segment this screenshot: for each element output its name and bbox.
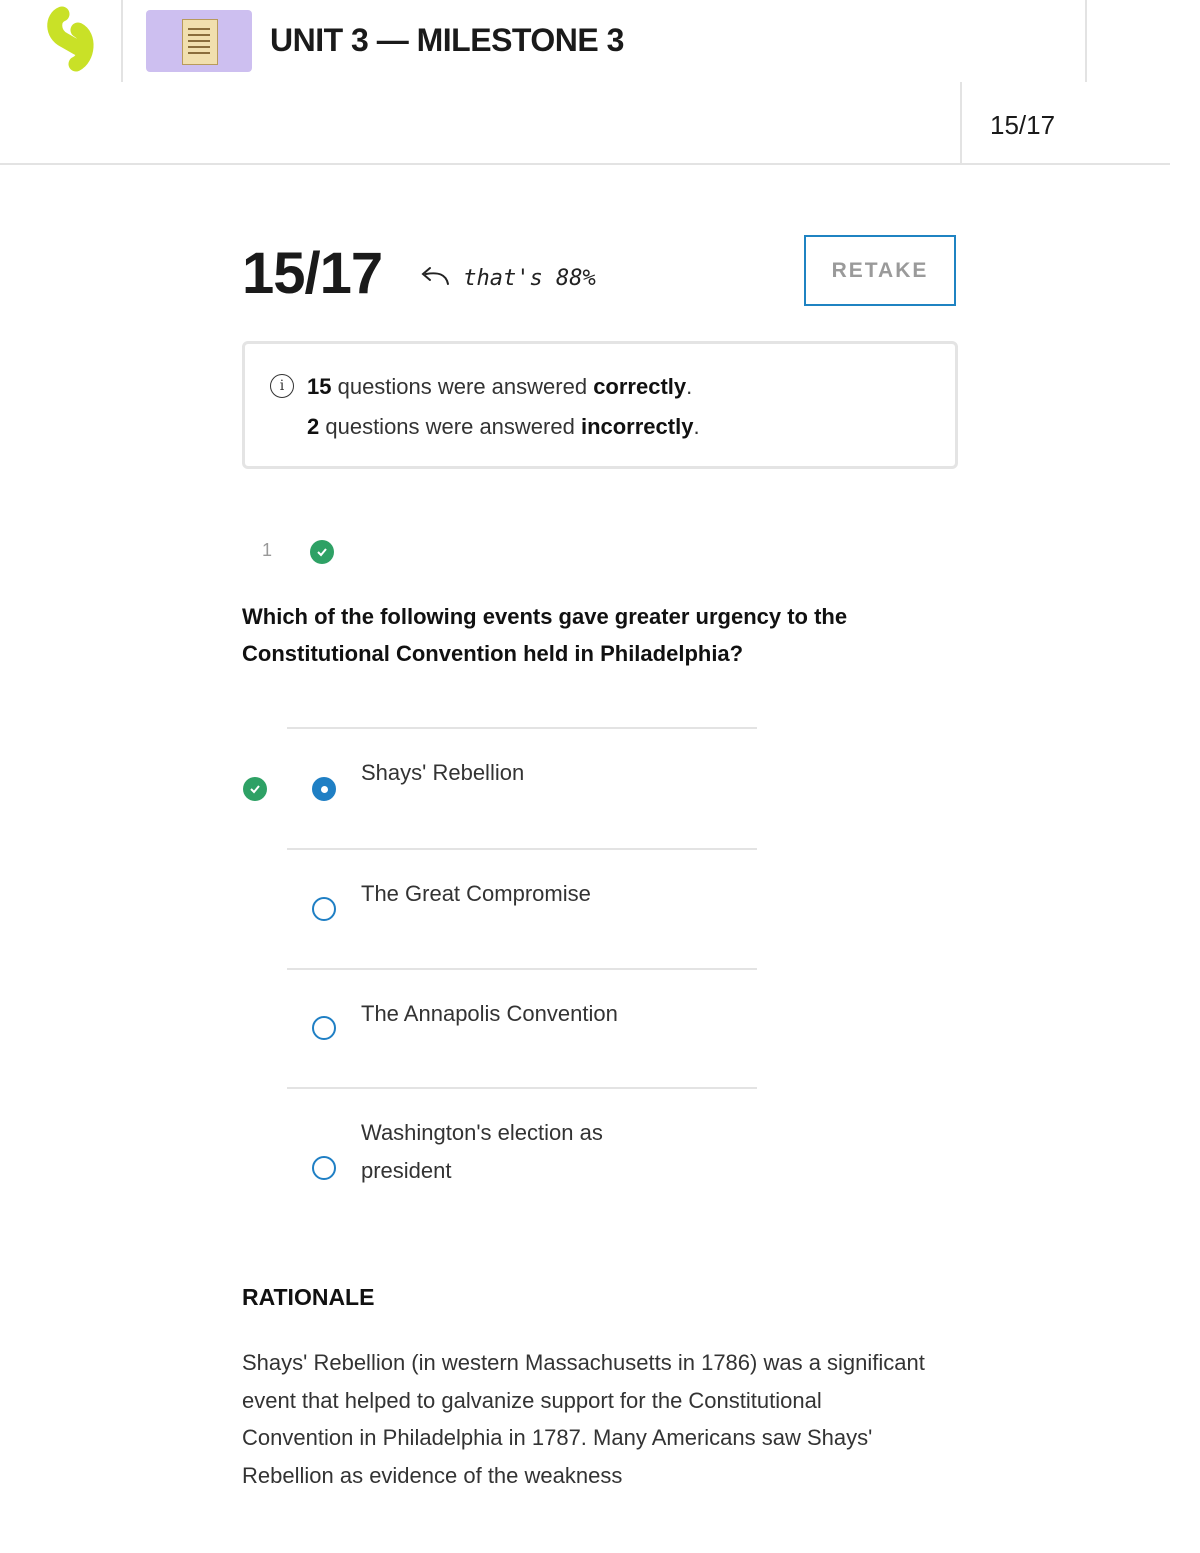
option-divider bbox=[287, 968, 757, 970]
option-radio-4[interactable] bbox=[312, 1156, 336, 1180]
brand-logo-icon bbox=[0, 0, 122, 82]
unit-thumbnail bbox=[146, 10, 252, 72]
header-bottom-border bbox=[0, 163, 1170, 165]
option-divider bbox=[287, 727, 757, 729]
progress-counter: 15/17 bbox=[990, 110, 1056, 140]
score-percentage-text: that's 88% bbox=[463, 266, 596, 291]
option-divider bbox=[287, 1087, 757, 1089]
rationale-text: Shays' Rebellion (in western Massachusetts in 1786) was a significant event that helped to galvanize support for the Constitutional Convention in Philadelphia in 1787. Many Americans saw Shays' Rebellion as evidence of the weakness bbox=[242, 1350, 925, 1488]
score-value: 15/17 bbox=[242, 241, 383, 306]
header-divider-right bbox=[1085, 0, 1087, 82]
incorrect-summary: 2 questions were answered incorrectly. bbox=[307, 414, 700, 439]
header-divider bbox=[121, 0, 123, 82]
question-number: 1 bbox=[262, 540, 273, 560]
option-radio-2[interactable] bbox=[312, 897, 336, 921]
brand-logo[interactable] bbox=[0, 0, 122, 82]
info-icon: i bbox=[270, 374, 294, 398]
question-text: Which of the following events gave greater urgency to the Constitutional Convention held in Philadelphia? bbox=[242, 604, 848, 666]
correct-summary: 15 questions were answered correctly. bbox=[307, 374, 693, 399]
document-scroll-icon bbox=[182, 19, 218, 65]
rationale-heading: RATIONALE bbox=[242, 1284, 375, 1310]
retake-button[interactable]: RETAKE bbox=[804, 235, 956, 306]
option-divider bbox=[287, 848, 757, 850]
progress-divider bbox=[960, 82, 962, 164]
score-annotation bbox=[420, 266, 596, 291]
option-label-3[interactable]: The Annapolis Convention bbox=[361, 1001, 618, 1026]
correct-answer-check-icon bbox=[243, 777, 267, 801]
score-summary-box bbox=[242, 341, 958, 469]
option-radio-1[interactable] bbox=[312, 777, 336, 801]
question-correct-check-icon bbox=[310, 540, 334, 564]
option-label-4[interactable]: Washington's election as president bbox=[361, 1120, 603, 1183]
option-label-1[interactable]: Shays' Rebellion bbox=[361, 760, 525, 785]
page-title: UNIT 3 — MILESTONE 3 bbox=[270, 22, 624, 58]
curved-arrow-icon bbox=[420, 266, 450, 288]
option-radio-3[interactable] bbox=[312, 1016, 336, 1040]
option-label-2[interactable]: The Great Compromise bbox=[361, 881, 591, 906]
